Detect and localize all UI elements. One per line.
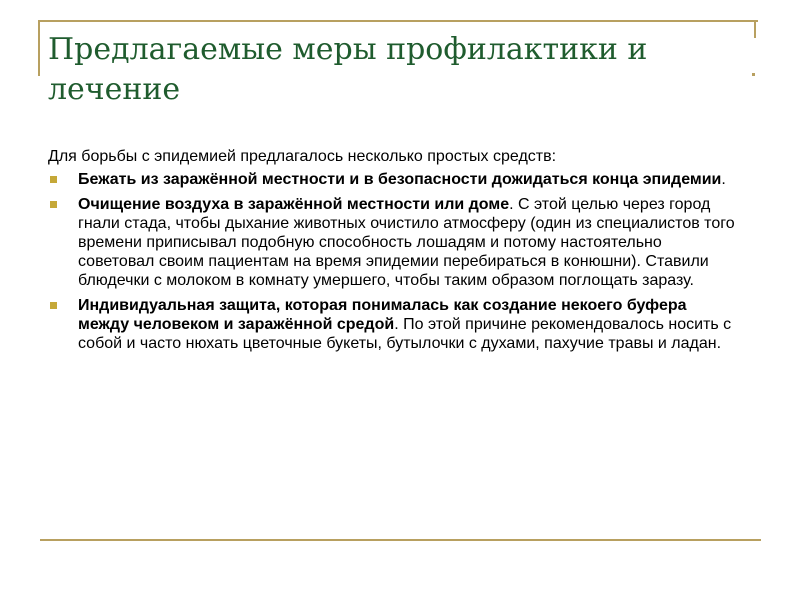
frame-top-line xyxy=(38,20,758,22)
frame-bottom-line xyxy=(40,539,761,541)
slide-body xyxy=(48,147,738,359)
bullet-list xyxy=(48,170,738,353)
frame-left-line xyxy=(38,20,40,76)
list-item xyxy=(48,195,738,290)
bullet-text: . По этой причине рекомендовалось носить с собой и часто нюхать цветочные букеты, бутылочки с духами, пахучие травы и ладан. xyxy=(78,316,732,352)
bullet-text: . С этой целью через город гнали стада, чтобы дыхание животных очистило атмосферу (один из специалистов того времени приписывал подобную способность лошадям и потому настоятельно советовал своим пациентам на время эпидемии перебираться в конюшни). Ставили блюдечки с молоком в комнату умершего, чтобы таким образом поглощать заразу. xyxy=(78,196,735,289)
square-bullet-icon xyxy=(50,302,57,309)
bullet-text: . xyxy=(721,171,726,188)
list-item xyxy=(48,296,738,353)
intro-text: Для борьбы с эпидемией предлагалось несколько простых средств: xyxy=(48,148,557,165)
bullet-bold-text: Бежать из заражённой местности и в безопасности дожидаться конца эпидемии xyxy=(78,171,722,188)
slide-title: Предлагаемые меры профилактики и лечение xyxy=(48,32,648,107)
frame-right-line xyxy=(754,20,756,38)
square-bullet-icon xyxy=(50,176,57,183)
bullet-bold-text: Индивидуальная защита, которая понималась как создание некоего буфера между человеком и заражённой средой xyxy=(78,297,687,333)
list-item xyxy=(48,170,738,189)
square-bullet-icon xyxy=(50,201,57,208)
bullet-bold-text: Очищение воздуха в заражённой местности или доме xyxy=(78,196,510,213)
frame-corner-dot xyxy=(752,73,755,76)
